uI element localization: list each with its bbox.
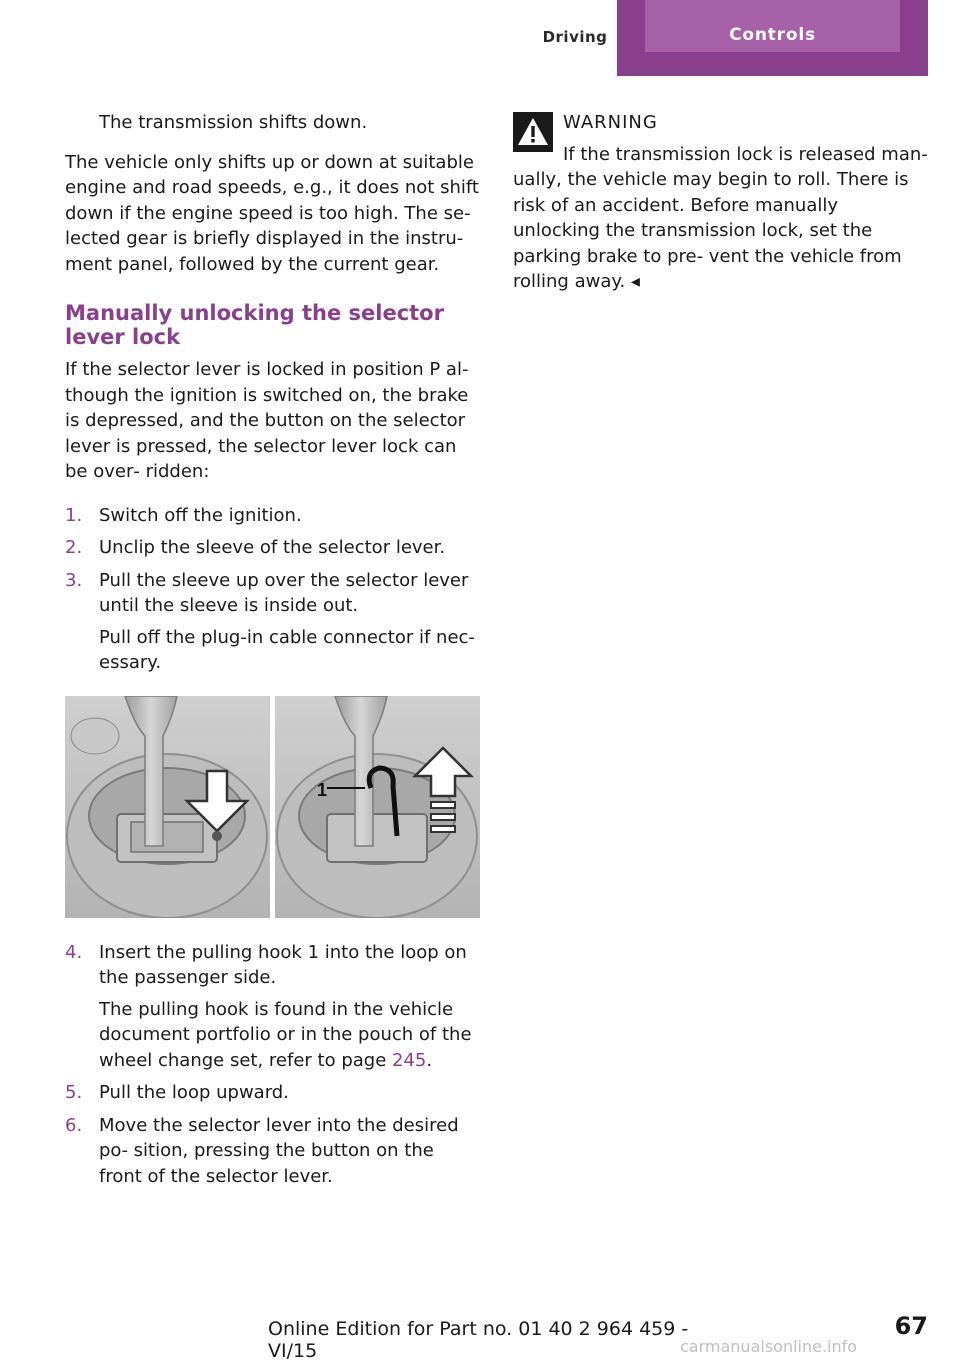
steps-list-a bbox=[65, 503, 480, 676]
step-subtext-post: . bbox=[426, 1049, 433, 1071]
header-section-label: Driving bbox=[542, 28, 608, 46]
selector-lever-illustration bbox=[65, 696, 480, 918]
page-link[interactable]: 245 bbox=[392, 1049, 427, 1071]
warning-text: ually, the vehicle may begin to roll. There is risk of an accident. Before manually unlocking the transmission lock, set the parking brake to pre‐ vent the vehicle from rolling away. ◂ bbox=[513, 169, 909, 292]
step-number: 3. bbox=[65, 569, 83, 591]
watermark: carmanualsonline.info bbox=[680, 1337, 858, 1356]
step-subtext: Pull off the plug-in cable connector if nec‐ essary. bbox=[99, 626, 475, 673]
left-column bbox=[65, 110, 480, 1196]
step-subtext bbox=[99, 997, 480, 1074]
right-column bbox=[513, 110, 928, 295]
step-text: Unclip the sleeve of the selector lever. bbox=[99, 537, 446, 558]
step-number: 4. bbox=[65, 941, 83, 963]
step-text: Move the selector lever into the desired po‐ sition, pressing the button on the front of the selector lever. bbox=[99, 1114, 459, 1187]
unlock-intro-paragraph: If the selector lever is locked in position P al‐ though the ignition is switched on, the brake is depressed, and the button on the selector lever is pressed, the selector lever lock can be over‐ ridden: bbox=[65, 359, 469, 482]
section-heading: Manually unlocking the selector lever lock bbox=[65, 301, 444, 349]
warning-first-line: If the transmission lock is released man‐ bbox=[563, 143, 928, 165]
step-number: 5. bbox=[65, 1082, 83, 1103]
list-item bbox=[65, 503, 480, 529]
list-item bbox=[65, 1113, 480, 1190]
warning-box bbox=[513, 110, 928, 295]
footer-edition: Online Edition for Part no. 01 40 2 964 459 - VI/15 bbox=[268, 1318, 689, 1362]
shift-paragraph: The vehicle only shifts up or down at suitable engine and road speeds, e.g., it does not shift down if the engine speed is too high. The se‐ lected gear is briefly displayed in the instru‐ ment panel, followed by the current gear. bbox=[65, 151, 479, 275]
header-chapter-label: Controls bbox=[645, 0, 900, 52]
step-number: 6. bbox=[65, 1114, 83, 1136]
step-text: Pull the loop upward. bbox=[99, 1082, 289, 1103]
step-subtext-pre: The pulling hook is found in the vehicle document portfolio or in the pouch of the wheel change set, refer to page bbox=[99, 998, 472, 1071]
step-number: 2. bbox=[65, 537, 83, 558]
step-number: 1. bbox=[65, 504, 83, 526]
intro-text: The transmission shifts down. bbox=[99, 112, 368, 133]
page-number: 67 bbox=[894, 1312, 928, 1340]
list-item bbox=[65, 940, 480, 1074]
steps-list-b bbox=[65, 940, 480, 1190]
list-item bbox=[65, 535, 480, 561]
step-text: Pull the sleeve up over the selector lever until the sleeve is inside out. bbox=[99, 569, 469, 616]
list-item bbox=[65, 1080, 480, 1106]
list-item bbox=[65, 568, 480, 676]
step-text: Insert the pulling hook 1 into the loop on the passenger side. bbox=[99, 941, 467, 988]
header-chapter-tab bbox=[617, 0, 928, 76]
selector-lever-figure bbox=[65, 696, 480, 918]
warning-title: WARNING bbox=[563, 112, 658, 133]
warning-icon bbox=[513, 112, 553, 152]
figure-callout-label: 1 bbox=[317, 779, 328, 800]
step-text: Switch off the ignition. bbox=[99, 504, 302, 526]
